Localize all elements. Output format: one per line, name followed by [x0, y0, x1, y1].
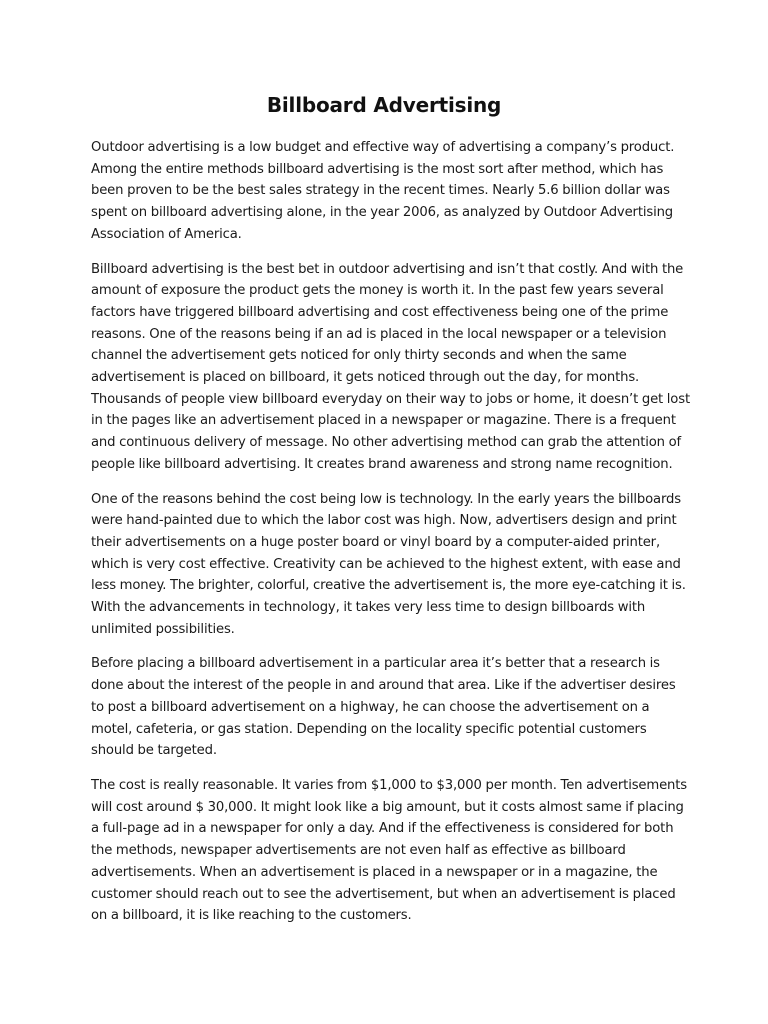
document-body — [91, 137, 691, 940]
paragraph-3: One of the reasons behind the cost being low is technology. In the early years the billboards were hand-painted due to which the labor cost was high. Now, advertisers design and print their advertisements on a huge poster board or vinyl board by a computer-aided printer, which is very cost effective. Creativity can be achieved to the highest extent, with ease and less money. The brighter, colorful, creative the advertisement is, the more eye-catching it is. With the advancements in technology, it takes very less time to design billboards with unlimited possibilities. — [91, 491, 686, 637]
paragraph-2: Billboard advertising is the best bet in outdoor advertising and isn’t that costly. And with the amount of exposure the product gets the money is worth it. In the past few years several factors have triggered billboard advertising and cost effectiveness being one of the prime reasons. One of the reasons being if an ad is placed in the local newspaper or a television channel the advertisement gets noticed for only thirty seconds and when the same advertisement is placed on billboard, it gets noticed through out the day, for months. Thousands of people view billboard everyday on their way to jobs or home, it doesn’t get lost in the pages like an advertisement placed in a newspaper or magazine. There is a frequent and continuous delivery of message. No other advertising method can grab the attention of people like billboard advertising. It creates brand awareness and strong name recognition. — [91, 261, 690, 472]
document-title: Billboard Advertising — [266, 93, 502, 117]
paragraph-4: Before placing a billboard advertisement in a particular area it’s better that a research is done about the interest of the people in and around that area. Like if the advertiser desires to post a billboard advertisement on a highway, he can choose the advertisement on a motel, cafeteria, or gas station. Depending on the locality specific potential customers should be targeted. — [91, 656, 676, 759]
paragraph-5: The cost is really reasonable. It varies from $1,000 to $3,000 per month. Ten advertisements will cost around $ 30,000. It might look like a big amount, but it costs almost same if placing a full-page ad in a newspaper for only a day. And if the effectiveness is considered for both the methods, newspaper advertisements are not even half as effective as billboard advertisements. When an advertisement is placed in a newspaper or in a magazine, the customer should reach out to see the advertisement, but when an advertisement is placed on a billboard, it is like reaching to the customers. — [91, 777, 687, 924]
paragraph-1: Outdoor advertising is a low budget and effective way of advertising a company’s product. Among the entire methods billboard advertising is the most sort after method, which has been proven to be the best sales strategy in the recent times. Nearly 5.6 billion dollar was spent on billboard advertising alone, in the year 2006, as analyzed by Outdoor Advertising Association of America. — [91, 140, 675, 242]
